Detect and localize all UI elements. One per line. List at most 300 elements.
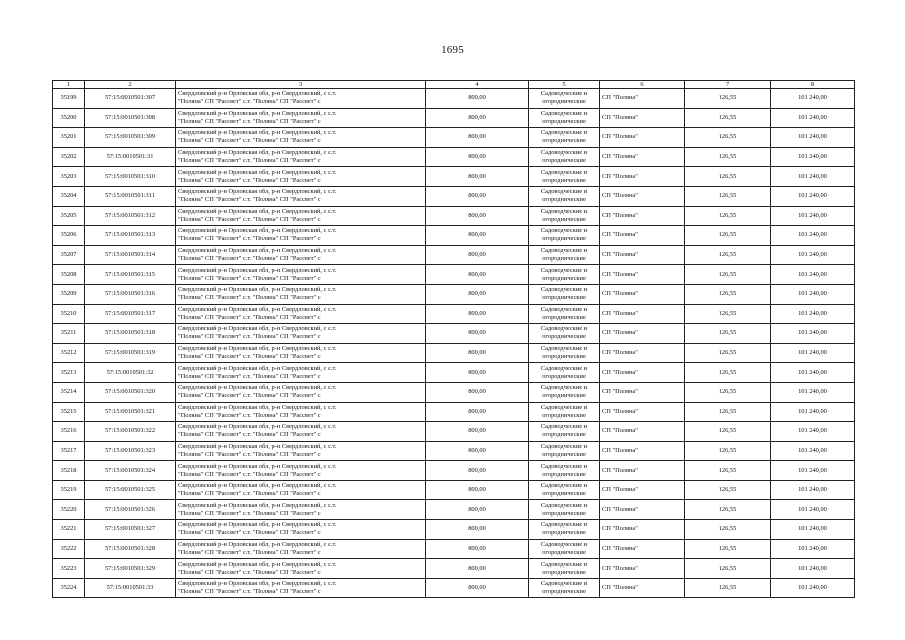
- owner-cell: СП "Поляна": [600, 363, 685, 383]
- cadastral-number-cell: 57:15:0010501:311: [85, 186, 176, 206]
- area-cell: 800,00: [426, 245, 529, 265]
- table-row: [53, 559, 855, 579]
- table-row: [53, 382, 855, 402]
- row-number-cell: 35208: [53, 265, 85, 285]
- specific-value-cell: 126,55: [685, 441, 771, 461]
- row-number-cell: 35223: [53, 559, 85, 579]
- address-line-1: Свердловский р-н Орловская обл, р-н Свердловский, с с.т.: [178, 305, 337, 313]
- row-number-cell: 35213: [53, 363, 85, 383]
- address-cell: [176, 304, 426, 324]
- land-use-cell: [529, 441, 600, 461]
- address-line-2: "Поляна" СП "Рассвет" с.т. "Поляна" СП "Рассвет" с: [178, 470, 321, 478]
- cadastral-value-cell: 101 240,00: [771, 245, 855, 265]
- row-number-cell: 35205: [53, 206, 85, 226]
- owner-cell: СП "Поляна": [600, 186, 685, 206]
- cadastral-number-cell: 57:15:0010501:323: [85, 441, 176, 461]
- address-cell: [176, 108, 426, 128]
- land-use-line-2: огороднические: [542, 392, 586, 400]
- specific-value-cell: 126,55: [685, 559, 771, 579]
- owner-cell: СП "Поляна": [600, 147, 685, 167]
- table-row: [53, 147, 855, 167]
- row-number-cell: 35199: [53, 89, 85, 109]
- land-use-line-2: огороднические: [542, 117, 586, 125]
- table-row: [53, 343, 855, 363]
- cadastral-number-cell: 57:15:0010501:313: [85, 226, 176, 246]
- cadastral-value-cell: 101 240,00: [771, 89, 855, 109]
- column-number-header: 1: [53, 81, 85, 89]
- column-number-header: 7: [685, 81, 771, 89]
- address-line-1: Свердловский р-н Орловская обл, р-н Свердловский, с с.т.: [178, 325, 337, 333]
- row-number-cell: 35202: [53, 147, 85, 167]
- land-use-line-1: Садоводческие и: [540, 442, 588, 450]
- address-line-2: "Поляна" СП "Рассвет" с.т. "Поляна" СП "Рассвет" с: [178, 313, 321, 321]
- table-row: [53, 206, 855, 226]
- owner-cell: СП "Поляна": [600, 559, 685, 579]
- land-use-cell: [529, 284, 600, 304]
- specific-value-cell: 126,55: [685, 89, 771, 109]
- land-use-line-1: Садоводческие и: [540, 168, 588, 176]
- cadastral-number-cell: 57:15:0010501:314: [85, 245, 176, 265]
- row-number-cell: 35220: [53, 500, 85, 520]
- address-line-2: "Поляна" СП "Рассвет" с.т. "Поляна" СП "Рассвет" с: [178, 176, 321, 184]
- specific-value-cell: 126,55: [685, 304, 771, 324]
- cadastral-number-cell: 57:15:0010501:324: [85, 461, 176, 481]
- land-use-cell: [529, 186, 600, 206]
- specific-value-cell: 126,55: [685, 520, 771, 540]
- row-number-cell: 35214: [53, 382, 85, 402]
- specific-value-cell: 126,55: [685, 422, 771, 442]
- area-cell: 800,00: [426, 89, 529, 109]
- owner-cell: СП "Поляна": [600, 343, 685, 363]
- address-line-1: Свердловский р-н Орловская обл, р-н Свердловский, с с.т.: [178, 168, 337, 176]
- land-use-line-1: Садоводческие и: [540, 345, 588, 353]
- cadastral-number-cell: 57:15:0010501:307: [85, 89, 176, 109]
- cadastral-value-cell: 101 240,00: [771, 265, 855, 285]
- land-use-cell: [529, 402, 600, 422]
- land-use-line-2: огороднические: [542, 294, 586, 302]
- address-cell: [176, 128, 426, 148]
- table-row: [53, 128, 855, 148]
- address-line-1: Свердловский р-н Орловская обл, р-н Свердловский, с с.т.: [178, 384, 337, 392]
- specific-value-cell: 126,55: [685, 500, 771, 520]
- page-number: 1695: [441, 44, 464, 56]
- address-cell: [176, 147, 426, 167]
- specific-value-cell: 126,55: [685, 265, 771, 285]
- address-cell: [176, 226, 426, 246]
- land-use-line-2: огороднические: [542, 372, 586, 380]
- land-use-line-2: огороднические: [542, 529, 586, 537]
- table-row: [53, 480, 855, 500]
- area-cell: 800,00: [426, 343, 529, 363]
- registry-table: [52, 80, 855, 598]
- table-row: [53, 226, 855, 246]
- land-use-line-2: огороднические: [542, 157, 586, 165]
- area-cell: 800,00: [426, 167, 529, 187]
- address-line-2: "Поляна" СП "Рассвет" с.т. "Поляна" СП "Рассвет" с: [178, 509, 321, 517]
- cadastral-number-cell: 57:15:0010501:315: [85, 265, 176, 285]
- owner-cell: СП "Поляна": [600, 422, 685, 442]
- land-use-line-2: огороднические: [542, 255, 586, 263]
- cadastral-number-cell: 57:15:0010501:317: [85, 304, 176, 324]
- address-line-2: "Поляна" СП "Рассвет" с.т. "Поляна" СП "Рассвет" с: [178, 431, 321, 439]
- address-cell: [176, 480, 426, 500]
- table-row: [53, 422, 855, 442]
- address-cell: [176, 461, 426, 481]
- address-line-1: Свердловский р-н Орловская обл, р-н Свердловский, с с.т.: [178, 560, 337, 568]
- cadastral-value-cell: 101 240,00: [771, 226, 855, 246]
- address-line-2: "Поляна" СП "Рассвет" с.т. "Поляна" СП "Рассвет" с: [178, 333, 321, 341]
- table-row: [53, 500, 855, 520]
- address-line-1: Свердловский р-н Орловская обл, р-н Свердловский, с с.т.: [178, 109, 337, 117]
- area-cell: 800,00: [426, 284, 529, 304]
- address-line-2: "Поляна" СП "Рассвет" с.т. "Поляна" СП "Рассвет" с: [178, 157, 321, 165]
- owner-cell: СП "Поляна": [600, 441, 685, 461]
- cadastral-value-cell: 101 240,00: [771, 539, 855, 559]
- table-row: [53, 186, 855, 206]
- land-use-line-1: Садоводческие и: [540, 247, 588, 255]
- land-use-line-2: огороднические: [542, 333, 586, 341]
- cadastral-number-cell: 57:15:0010501:32: [85, 363, 176, 383]
- address-line-2: "Поляна" СП "Рассвет" с.т. "Поляна" СП "Рассвет" с: [178, 255, 321, 263]
- table-row: [53, 108, 855, 128]
- address-cell: [176, 89, 426, 109]
- address-line-1: Свердловский р-н Орловская обл, р-н Свердловский, с с.т.: [178, 188, 337, 196]
- address-line-1: Свердловский р-н Орловская обл, р-н Свердловский, с с.т.: [178, 149, 337, 157]
- cadastral-value-cell: 101 240,00: [771, 324, 855, 344]
- land-use-line-2: огороднические: [542, 509, 586, 517]
- area-cell: 800,00: [426, 559, 529, 579]
- cadastral-value-cell: 101 240,00: [771, 128, 855, 148]
- address-cell: [176, 539, 426, 559]
- area-cell: 800,00: [426, 500, 529, 520]
- table-row: [53, 539, 855, 559]
- specific-value-cell: 126,55: [685, 284, 771, 304]
- address-line-2: "Поляна" СП "Рассвет" с.т. "Поляна" СП "Рассвет" с: [178, 392, 321, 400]
- land-use-line-2: огороднические: [542, 490, 586, 498]
- row-number-cell: 35219: [53, 480, 85, 500]
- address-cell: [176, 422, 426, 442]
- land-use-line-2: огороднические: [542, 235, 586, 243]
- address-cell: [176, 206, 426, 226]
- cadastral-number-cell: 57:15:0010501:327: [85, 520, 176, 540]
- column-number-header: 5: [529, 81, 600, 89]
- land-use-line-1: Садоводческие и: [540, 286, 588, 294]
- owner-cell: СП "Поляна": [600, 382, 685, 402]
- land-use-line-2: огороднические: [542, 431, 586, 439]
- row-number-cell: 35206: [53, 226, 85, 246]
- specific-value-cell: 126,55: [685, 539, 771, 559]
- table-row: [53, 304, 855, 324]
- address-line-1: Свердловский р-н Орловская обл, р-н Свердловский, с с.т.: [178, 442, 337, 450]
- land-use-cell: [529, 324, 600, 344]
- row-number-cell: 35212: [53, 343, 85, 363]
- land-use-line-1: Садоводческие и: [540, 384, 588, 392]
- land-use-line-2: огороднические: [542, 568, 586, 576]
- land-use-cell: [529, 226, 600, 246]
- area-cell: 800,00: [426, 422, 529, 442]
- area-cell: 800,00: [426, 520, 529, 540]
- address-line-2: "Поляна" СП "Рассвет" с.т. "Поляна" СП "Рассвет" с: [178, 137, 321, 145]
- area-cell: 800,00: [426, 363, 529, 383]
- table-row: [53, 324, 855, 344]
- land-use-cell: [529, 500, 600, 520]
- address-cell: [176, 578, 426, 598]
- cadastral-value-cell: 101 240,00: [771, 108, 855, 128]
- land-use-cell: [529, 559, 600, 579]
- land-use-line-1: Садоводческие и: [540, 560, 588, 568]
- cadastral-value-cell: 101 240,00: [771, 480, 855, 500]
- cadastral-value-cell: 101 240,00: [771, 167, 855, 187]
- address-line-1: Свердловский р-н Орловская обл, р-н Свердловский, с с.т.: [178, 501, 337, 509]
- land-use-line-1: Садоводческие и: [540, 364, 588, 372]
- cadastral-value-cell: 101 240,00: [771, 382, 855, 402]
- specific-value-cell: 126,55: [685, 382, 771, 402]
- address-line-1: Свердловский р-н Орловская обл, р-н Свердловский, с с.т.: [178, 227, 337, 235]
- land-use-line-1: Садоводческие и: [540, 149, 588, 157]
- cadastral-value-cell: 101 240,00: [771, 441, 855, 461]
- column-number-header: 2: [85, 81, 176, 89]
- cadastral-number-cell: 57:15:0010501:308: [85, 108, 176, 128]
- column-number-row: [53, 81, 855, 89]
- cadastral-number-cell: 57:15:0010501:33: [85, 578, 176, 598]
- land-use-cell: [529, 206, 600, 226]
- row-number-cell: 35200: [53, 108, 85, 128]
- owner-cell: СП "Поляна": [600, 500, 685, 520]
- land-use-line-1: Садоводческие и: [540, 462, 588, 470]
- row-number-cell: 35217: [53, 441, 85, 461]
- row-number-cell: 35209: [53, 284, 85, 304]
- cadastral-number-cell: 57:15:0010501:326: [85, 500, 176, 520]
- land-use-line-1: Садоводческие и: [540, 423, 588, 431]
- cadastral-value-cell: 101 240,00: [771, 422, 855, 442]
- table-row: [53, 284, 855, 304]
- land-use-line-2: огороднические: [542, 274, 586, 282]
- cadastral-value-cell: 101 240,00: [771, 363, 855, 383]
- owner-cell: СП "Поляна": [600, 324, 685, 344]
- address-line-2: "Поляна" СП "Рассвет" с.т. "Поляна" СП "Рассвет" с: [178, 294, 321, 302]
- land-use-line-2: огороднические: [542, 411, 586, 419]
- land-use-cell: [529, 461, 600, 481]
- row-number-cell: 35224: [53, 578, 85, 598]
- cadastral-number-cell: 57:15:0010501:322: [85, 422, 176, 442]
- land-use-cell: [529, 578, 600, 598]
- land-use-line-2: огороднические: [542, 176, 586, 184]
- cadastral-number-cell: 57:15:0010501:316: [85, 284, 176, 304]
- area-cell: 800,00: [426, 108, 529, 128]
- area-cell: 800,00: [426, 441, 529, 461]
- area-cell: 800,00: [426, 304, 529, 324]
- address-cell: [176, 559, 426, 579]
- cadastral-number-cell: 57:15:0010501:31: [85, 147, 176, 167]
- cadastral-number-cell: 57:15:0010501:329: [85, 559, 176, 579]
- address-cell: [176, 245, 426, 265]
- address-cell: [176, 186, 426, 206]
- row-number-cell: 35221: [53, 520, 85, 540]
- land-use-cell: [529, 89, 600, 109]
- land-use-line-1: Садоводческие и: [540, 266, 588, 274]
- area-cell: 800,00: [426, 578, 529, 598]
- specific-value-cell: 126,55: [685, 226, 771, 246]
- address-line-1: Свердловский р-н Орловская обл, р-н Свердловский, с с.т.: [178, 286, 337, 294]
- area-cell: 800,00: [426, 226, 529, 246]
- cadastral-value-cell: 101 240,00: [771, 284, 855, 304]
- land-use-cell: [529, 422, 600, 442]
- address-cell: [176, 520, 426, 540]
- specific-value-cell: 126,55: [685, 324, 771, 344]
- land-use-cell: [529, 520, 600, 540]
- cadastral-value-cell: 101 240,00: [771, 147, 855, 167]
- owner-cell: СП "Поляна": [600, 539, 685, 559]
- address-line-1: Свердловский р-н Орловская обл, р-н Свердловский, с с.т.: [178, 129, 337, 137]
- cadastral-number-cell: 57:15:0010501:321: [85, 402, 176, 422]
- land-use-line-1: Садоводческие и: [540, 90, 588, 98]
- table-row: [53, 363, 855, 383]
- owner-cell: СП "Поляна": [600, 284, 685, 304]
- specific-value-cell: 126,55: [685, 578, 771, 598]
- specific-value-cell: 126,55: [685, 343, 771, 363]
- land-use-line-1: Садоводческие и: [540, 188, 588, 196]
- land-use-line-1: Садоводческие и: [540, 129, 588, 137]
- address-line-1: Свердловский р-н Орловская обл, р-н Свердловский, с с.т.: [178, 423, 337, 431]
- cadastral-value-cell: 101 240,00: [771, 343, 855, 363]
- table-row: [53, 520, 855, 540]
- cadastral-number-cell: 57:15:0010501:320: [85, 382, 176, 402]
- table-row: [53, 441, 855, 461]
- row-number-cell: 35218: [53, 461, 85, 481]
- address-line-2: "Поляна" СП "Рассвет" с.т. "Поляна" СП "Рассвет" с: [178, 529, 321, 537]
- land-use-cell: [529, 363, 600, 383]
- land-use-cell: [529, 265, 600, 285]
- land-use-line-1: Садоводческие и: [540, 482, 588, 490]
- address-line-2: "Поляна" СП "Рассвет" с.т. "Поляна" СП "Рассвет" с: [178, 235, 321, 243]
- specific-value-cell: 126,55: [685, 128, 771, 148]
- owner-cell: СП "Поляна": [600, 402, 685, 422]
- land-use-line-2: огороднические: [542, 196, 586, 204]
- row-number-cell: 35207: [53, 245, 85, 265]
- cadastral-value-cell: 101 240,00: [771, 304, 855, 324]
- address-cell: [176, 343, 426, 363]
- land-use-line-1: Садоводческие и: [540, 207, 588, 215]
- address-line-2: "Поляна" СП "Рассвет" с.т. "Поляна" СП "Рассвет" с: [178, 450, 321, 458]
- registry-table-body: [53, 89, 855, 598]
- row-number-cell: 35211: [53, 324, 85, 344]
- address-line-2: "Поляна" СП "Рассвет" с.т. "Поляна" СП "Рассвет" с: [178, 215, 321, 223]
- owner-cell: СП "Поляна": [600, 226, 685, 246]
- address-line-2: "Поляна" СП "Рассвет" с.т. "Поляна" СП "Рассвет" с: [178, 411, 321, 419]
- address-line-1: Свердловский р-н Орловская обл, р-н Свердловский, с с.т.: [178, 364, 337, 372]
- land-use-line-2: огороднические: [542, 215, 586, 223]
- area-cell: 800,00: [426, 128, 529, 148]
- cadastral-number-cell: 57:15:0010501:318: [85, 324, 176, 344]
- address-line-2: "Поляна" СП "Рассвет" с.т. "Поляна" СП "Рассвет" с: [178, 196, 321, 204]
- owner-cell: СП "Поляна": [600, 206, 685, 226]
- owner-cell: СП "Поляна": [600, 480, 685, 500]
- address-cell: [176, 167, 426, 187]
- land-use-cell: [529, 539, 600, 559]
- row-number-cell: 35201: [53, 128, 85, 148]
- address-line-2: "Поляна" СП "Рассвет" с.т. "Поляна" СП "Рассвет" с: [178, 117, 321, 125]
- area-cell: 800,00: [426, 382, 529, 402]
- cadastral-number-cell: 57:15:0010501:328: [85, 539, 176, 559]
- cadastral-number-cell: 57:15:0010501:310: [85, 167, 176, 187]
- land-use-line-1: Садоводческие и: [540, 501, 588, 509]
- owner-cell: СП "Поляна": [600, 578, 685, 598]
- cadastral-value-cell: 101 240,00: [771, 520, 855, 540]
- address-cell: [176, 382, 426, 402]
- cadastral-number-cell: 57:15:0010501:319: [85, 343, 176, 363]
- specific-value-cell: 126,55: [685, 186, 771, 206]
- land-use-cell: [529, 343, 600, 363]
- owner-cell: СП "Поляна": [600, 167, 685, 187]
- address-line-2: "Поляна" СП "Рассвет" с.т. "Поляна" СП "Рассвет" с: [178, 353, 321, 361]
- table-row: [53, 578, 855, 598]
- area-cell: 800,00: [426, 402, 529, 422]
- address-line-1: Свердловский р-н Орловская обл, р-н Свердловский, с с.т.: [178, 403, 337, 411]
- table-row: [53, 167, 855, 187]
- area-cell: 800,00: [426, 461, 529, 481]
- land-use-line-2: огороднические: [542, 450, 586, 458]
- address-line-2: "Поляна" СП "Рассвет" с.т. "Поляна" СП "Рассвет" с: [178, 588, 321, 596]
- address-line-1: Свердловский р-н Орловская обл, р-н Свердловский, с с.т.: [178, 266, 337, 274]
- land-use-cell: [529, 167, 600, 187]
- address-cell: [176, 265, 426, 285]
- land-use-line-2: огороднические: [542, 98, 586, 106]
- row-number-cell: 35204: [53, 186, 85, 206]
- address-line-2: "Поляна" СП "Рассвет" с.т. "Поляна" СП "Рассвет" с: [178, 490, 321, 498]
- area-cell: 800,00: [426, 206, 529, 226]
- owner-cell: СП "Поляна": [600, 245, 685, 265]
- cadastral-number-cell: 57:15:0010501:309: [85, 128, 176, 148]
- address-line-1: Свердловский р-н Орловская обл, р-н Свердловский, с с.т.: [178, 580, 337, 588]
- cadastral-number-cell: 57:15:0010501:312: [85, 206, 176, 226]
- land-use-line-2: огороднические: [542, 588, 586, 596]
- address-line-1: Свердловский р-н Орловская обл, р-н Свердловский, с с.т.: [178, 482, 337, 490]
- land-use-cell: [529, 147, 600, 167]
- address-cell: [176, 500, 426, 520]
- owner-cell: СП "Поляна": [600, 108, 685, 128]
- land-use-line-1: Садоводческие и: [540, 540, 588, 548]
- owner-cell: СП "Поляна": [600, 304, 685, 324]
- table-row: [53, 402, 855, 422]
- cadastral-value-cell: 101 240,00: [771, 500, 855, 520]
- row-number-cell: 35210: [53, 304, 85, 324]
- specific-value-cell: 126,55: [685, 245, 771, 265]
- address-line-1: Свердловский р-н Орловская обл, р-н Свердловский, с с.т.: [178, 540, 337, 548]
- land-use-line-2: огороднические: [542, 548, 586, 556]
- cadastral-value-cell: 101 240,00: [771, 206, 855, 226]
- cadastral-value-cell: 101 240,00: [771, 559, 855, 579]
- address-line-1: Свердловский р-н Орловская обл, р-н Свердловский, с с.т.: [178, 462, 337, 470]
- owner-cell: СП "Поляна": [600, 89, 685, 109]
- cadastral-value-cell: 101 240,00: [771, 402, 855, 422]
- area-cell: 800,00: [426, 147, 529, 167]
- address-cell: [176, 363, 426, 383]
- land-use-cell: [529, 128, 600, 148]
- address-line-1: Свердловский р-н Орловская обл, р-н Свердловский, с с.т.: [178, 521, 337, 529]
- address-cell: [176, 284, 426, 304]
- area-cell: 800,00: [426, 186, 529, 206]
- land-use-line-1: Садоводческие и: [540, 109, 588, 117]
- specific-value-cell: 126,55: [685, 480, 771, 500]
- row-number-cell: 35222: [53, 539, 85, 559]
- land-use-line-2: огороднические: [542, 353, 586, 361]
- specific-value-cell: 126,55: [685, 206, 771, 226]
- specific-value-cell: 126,55: [685, 461, 771, 481]
- specific-value-cell: 126,55: [685, 147, 771, 167]
- address-line-2: "Поляна" СП "Рассвет" с.т. "Поляна" СП "Рассвет" с: [178, 568, 321, 576]
- table-row: [53, 265, 855, 285]
- land-use-line-1: Садоводческие и: [540, 305, 588, 313]
